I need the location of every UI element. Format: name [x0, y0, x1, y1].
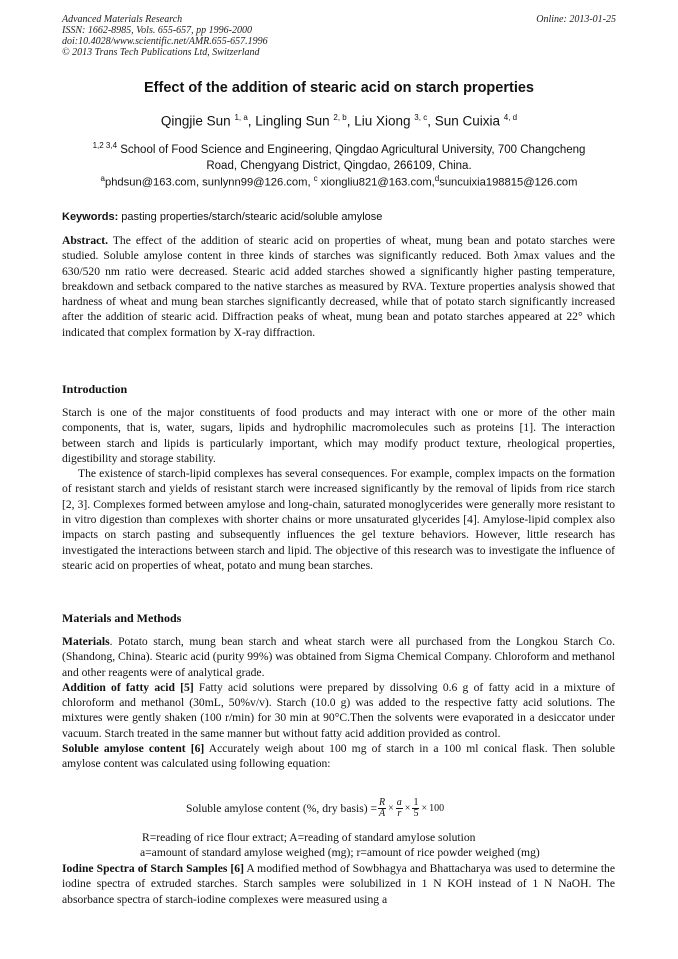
author-name: Lingling Sun	[255, 113, 330, 129]
affiliation-line-1: School of Food Science and Engineering, Qingdao Agricultural University, 700 Changcheng	[120, 143, 586, 156]
methods-body-top	[62, 634, 615, 772]
amylose-equation: Soluble amylose content (%, dry basis) = $\frac{R}{A}$ × $\frac{a}{r}$ × $\frac{1}{5}$ × 100	[186, 797, 445, 819]
intro-paragraph-1: Starch is one of the major constituents of food products and may interact with one or more of the other main components, that is, water, sugars, lipids and hydrophilic macromolecules such as proteins [1]. The interaction between starch and lipids is particularly important, which may modify product texture, rheological properties, digestibility and storage stability.	[62, 406, 615, 465]
email-text[interactable]: xiongliu821@163.com,	[317, 176, 435, 189]
intro-paragraph-2: The existence of starch-lipid complexes has several consequences. For example, complex impacts on the formation of resistant starch and yields of resistant starch were increased significantly by the removal of lipids from rice starch [2, 3]. Complexes formed between amylose and long-chain, saturated monoglycerides were generally more resistant to in vitro digestion than complexes with shorter chains or more unsaturated glycerides [4]. Amylose-lipid complex also impacts on starch pasting and subsequently influences the gel texture behaviors. However, little research has investigated the interactions between starch and lipid. The objective of this research was to investigate the influence of stearic acid on properties of wheat, potato and mung bean starches.	[62, 467, 615, 572]
methods-body-bottom	[62, 861, 615, 907]
fraction-one-fifth: $\frac{1}{5}$	[413, 797, 419, 819]
equation-tail: 100	[429, 803, 445, 814]
issn-line: ISSN: 1662-8985, Vols. 655-657, pp 1996-2000	[62, 25, 252, 36]
fraction-r-over-a: $\frac{R}{A}$	[379, 797, 386, 819]
definition-line-2: a=amount of standard amylose weighed (mg); r=amount of rice powder weighed (mg)	[140, 846, 540, 860]
materials-text: . Potato starch, mung bean starch and wheat starch were all purchased from the Longkou Starch Co. (Shandong, China). Stearic acid (purity 99%) was obtained from Sigma Chemical Company. Chloroform and methanol and other reagents were of analytical grade.	[62, 635, 615, 679]
author-emails	[0, 174, 678, 189]
author-sup: 1, a	[234, 113, 248, 122]
author-list: Qingjie Sun $^{1, a}$, Lingling Sun $^{2, b}$, Liu Xiong $^{3, c}$, Sun Cuixia $^{4, d}$	[160, 113, 518, 129]
iodine-text: A modified method of Sowbhagya and Bhattacharya was used to determine the iodine spectra of extruded starches. Starch samples were solubilized in 1 N KOH instead of 1 N NaOH. The absorbance spectra of starch-iodine complexes were measured using a	[62, 862, 615, 906]
amylose-text: Accurately weigh about 100 mg of starch in a 100 ml conical flask. Then soluble amylose content was calculated using following equation:	[62, 742, 615, 771]
equation-definitions	[62, 830, 615, 861]
abstract-label: Abstract.	[62, 234, 109, 247]
email-text[interactable]: phdsun@163.com, sunlynn99@126.com,	[104, 176, 314, 189]
fatty-acid-text: Fatty acid solutions were prepared by dissolving 0.6 g of fatty acid in a mixture of chloroform and methanol (30mL, 50%v/v). Starch (10.0 g) was added to the respective fatty acid solutions. The mixtures were gently shaken (100 r/min) for 30 min at 90°C.Then the solvents were evaporated in a desiccator under vacuum. Starch treated in the same manner but without fatty acid addition provided as control.	[62, 680, 616, 740]
amylose-label: Soluble amylose content [6]	[62, 742, 205, 756]
affiliation-sup: 1,2 3,4	[92, 141, 118, 150]
journal-name: Advanced Materials Research	[62, 14, 183, 25]
email-sup: d	[434, 174, 440, 183]
email-text[interactable]: suncuixia198815@126.com	[439, 176, 578, 189]
author-sup: 2, b	[333, 113, 347, 122]
journal-header	[62, 14, 268, 58]
copyright-line: © 2013 Trans Tech Publications Ltd, Switzerland	[62, 47, 260, 58]
affiliation-line-2: Road, Chengyang District, Qingdao, 266109, China.	[206, 159, 472, 172]
affiliation	[62, 138, 616, 174]
fraction-a-over-r: $\frac{a}{r}$	[396, 797, 402, 819]
definition-line-1: R=reading of rice flour extract; A=reading of standard amylose solution	[142, 831, 476, 844]
doi-line[interactable]: doi:10.4028/www.scientific.net/AMR.655-657.1996	[62, 36, 268, 47]
equation-lhs: Soluble amylose content (%, dry basis) =	[186, 802, 378, 815]
iodine-label: Iodine Spectra of Starch Samples [6]	[62, 862, 244, 875]
author-sup: 3, c	[414, 113, 428, 122]
author-name: Qingjie Sun	[160, 113, 231, 129]
keywords-text: pasting properties/starch/stearic acid/soluble amylose	[118, 211, 383, 223]
author-name: Sun Cuixia	[434, 113, 501, 129]
paper-title: Effect of the addition of stearic acid on starch properties	[144, 80, 534, 96]
methods-heading: Materials and Methods	[62, 611, 182, 625]
email-sup: a	[100, 174, 105, 183]
author-sup: 4, d	[503, 113, 518, 122]
author-name: Liu Xiong	[354, 113, 411, 129]
introduction-heading: Introduction	[62, 382, 128, 396]
abstract-text: The effect of the addition of stearic acid on properties of wheat, mung bean and potato starches were studied. Soluble amylose content in three kinds of starches was significantly reduced. Both λmax values and the 630/520 nm ratio were decreased. Stearic acid added starches showed a significantly higher pasting temperature, breakdown and setback compared to the native starches as measured by RVA. Texture properties analysis showed that hardness of wheat and mung bean starches significantly decreased, while that of potato starch significantly increased after the addition of stearic acid. Diffraction peaks of wheat, mung bean and potato starches appeared at 22° which indicated that complex formation by X-ray diffraction.	[62, 234, 615, 339]
keywords	[62, 211, 382, 223]
materials-label: Materials	[62, 635, 110, 648]
introduction-body	[62, 405, 615, 573]
online-date: Online: 2013-01-25	[536, 14, 616, 25]
keywords-label: Keywords:	[62, 211, 119, 223]
email-sup: c	[313, 174, 318, 183]
fatty-acid-label: Addition of fatty acid [5]	[62, 680, 194, 694]
abstract	[62, 233, 615, 340]
